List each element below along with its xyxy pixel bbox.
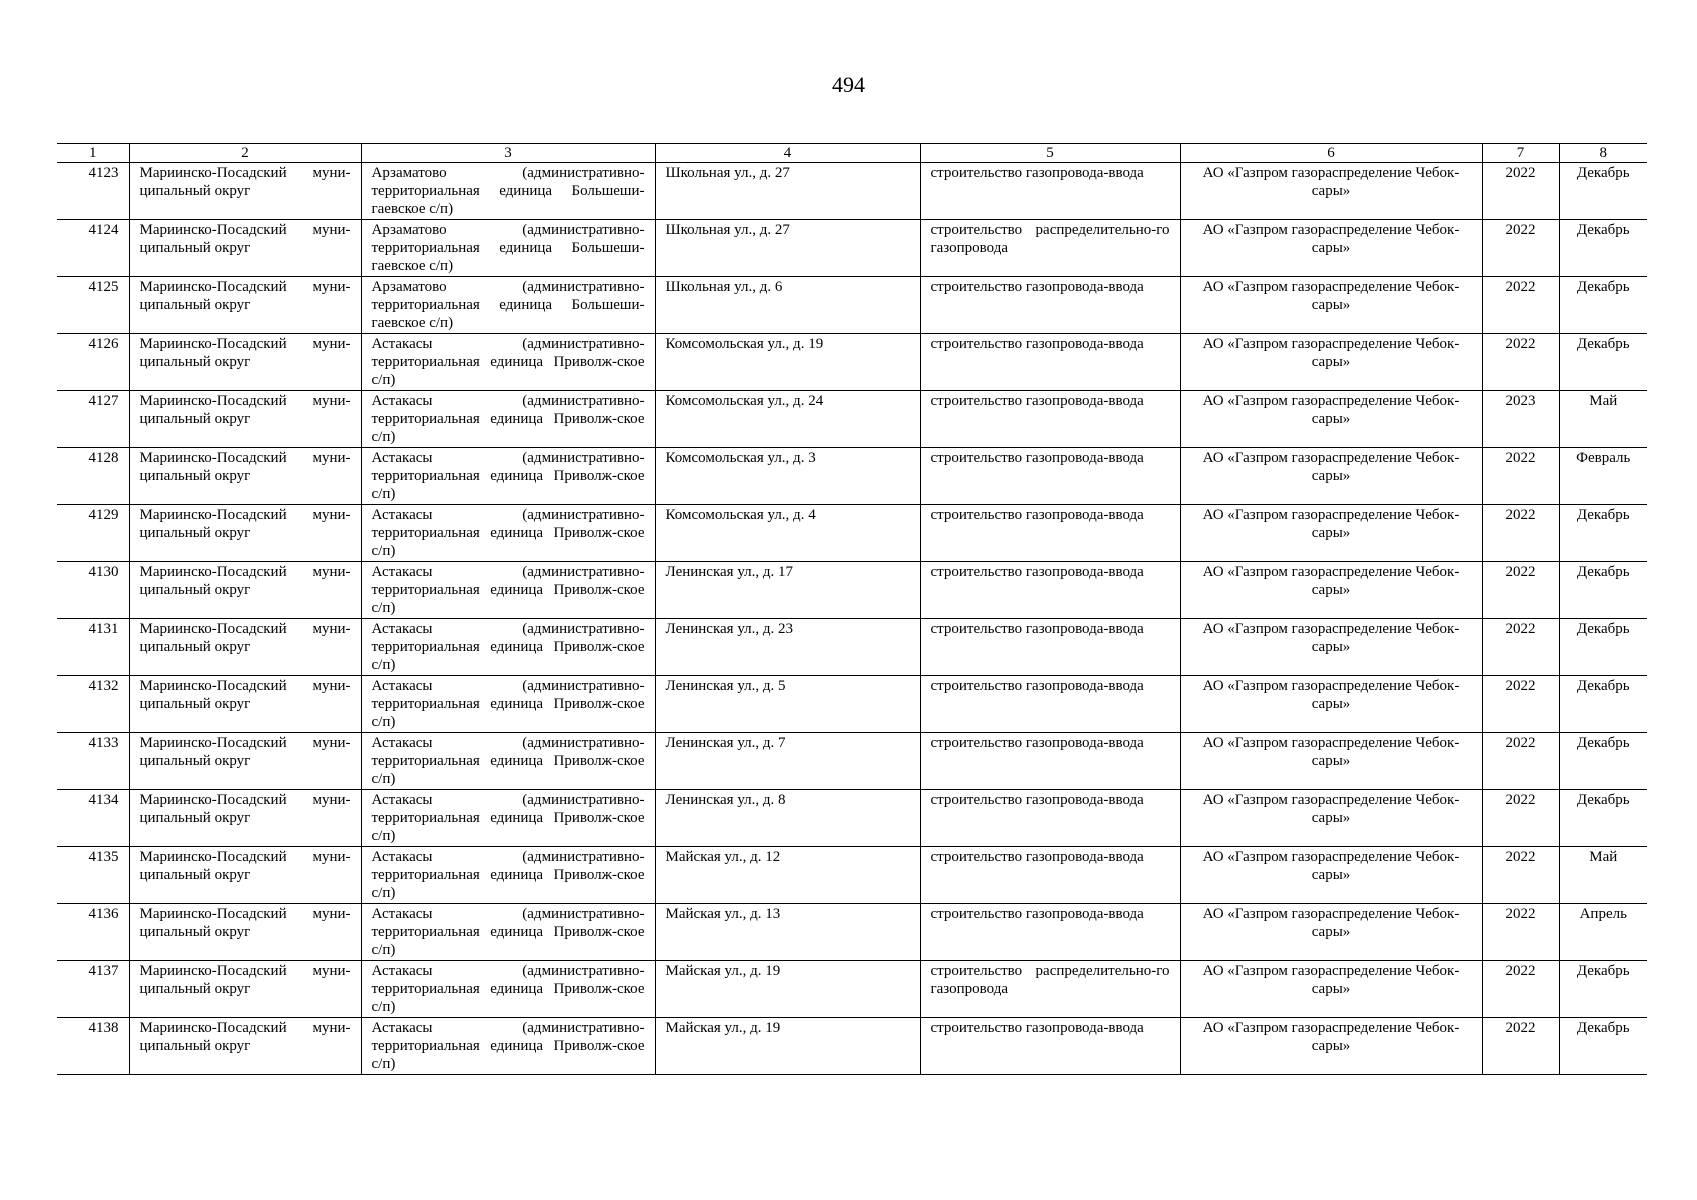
municipality-cell: Мариинско-Посадский муни-ципальный округ <box>129 847 361 904</box>
address-cell: Ленинская ул., д. 5 <box>655 676 920 733</box>
row-number: 4128 <box>57 448 129 505</box>
address-cell: Школьная ул., д. 27 <box>655 163 920 220</box>
month-cell: Декабрь <box>1559 790 1647 847</box>
organization-cell: АО «Газпром газораспределение Чебок-сары» <box>1180 277 1482 334</box>
row-number: 4133 <box>57 733 129 790</box>
work-type-cell: строительство газопровода-ввода <box>920 562 1180 619</box>
organization-cell: АО «Газпром газораспределение Чебок-сары» <box>1180 676 1482 733</box>
table-row <box>57 448 1647 505</box>
column-header: 5 <box>920 144 1180 163</box>
row-number: 4123 <box>57 163 129 220</box>
year-cell: 2022 <box>1482 163 1559 220</box>
table-row <box>57 163 1647 220</box>
table-row <box>57 391 1647 448</box>
column-number-row <box>57 144 1647 163</box>
locality-cell: Астакасы (административно-территориальная единица Приволж-ское с/п) <box>361 391 655 448</box>
organization-cell: АО «Газпром газораспределение Чебок-сары» <box>1180 562 1482 619</box>
year-cell: 2022 <box>1482 448 1559 505</box>
address-cell: Ленинская ул., д. 8 <box>655 790 920 847</box>
organization-cell: АО «Газпром газораспределение Чебок-сары» <box>1180 1018 1482 1075</box>
locality-cell: Астакасы (административно-территориальная единица Приволж-ское с/п) <box>361 961 655 1018</box>
column-header: 6 <box>1180 144 1482 163</box>
row-number: 4129 <box>57 505 129 562</box>
address-cell: Школьная ул., д. 27 <box>655 220 920 277</box>
month-cell: Декабрь <box>1559 163 1647 220</box>
work-type-cell: строительство распределительно-го газопровода <box>920 961 1180 1018</box>
year-cell: 2022 <box>1482 619 1559 676</box>
address-cell: Ленинская ул., д. 7 <box>655 733 920 790</box>
column-header: 1 <box>57 144 129 163</box>
municipality-cell: Мариинско-Посадский муни-ципальный округ <box>129 619 361 676</box>
locality-cell: Астакасы (административно-территориальная единица Приволж-ское с/п) <box>361 847 655 904</box>
row-number: 4124 <box>57 220 129 277</box>
locality-cell: Астакасы (административно-территориальная единица Приволж-ское с/п) <box>361 1018 655 1075</box>
municipality-cell: Мариинско-Посадский муни-ципальный округ <box>129 676 361 733</box>
row-number: 4138 <box>57 1018 129 1075</box>
row-number: 4125 <box>57 277 129 334</box>
municipality-cell: Мариинско-Посадский муни-ципальный округ <box>129 562 361 619</box>
organization-cell: АО «Газпром газораспределение Чебок-сары» <box>1180 961 1482 1018</box>
locality-cell: Астакасы (административно-территориальная единица Приволж-ское с/п) <box>361 619 655 676</box>
row-number: 4136 <box>57 904 129 961</box>
table-row <box>57 733 1647 790</box>
organization-cell: АО «Газпром газораспределение Чебок-сары» <box>1180 619 1482 676</box>
address-cell: Майская ул., д. 19 <box>655 961 920 1018</box>
year-cell: 2022 <box>1482 505 1559 562</box>
row-number: 4132 <box>57 676 129 733</box>
column-header: 2 <box>129 144 361 163</box>
month-cell: Апрель <box>1559 904 1647 961</box>
month-cell: Декабрь <box>1559 220 1647 277</box>
organization-cell: АО «Газпром газораспределение Чебок-сары» <box>1180 847 1482 904</box>
table-row <box>57 847 1647 904</box>
table-row <box>57 562 1647 619</box>
row-number: 4130 <box>57 562 129 619</box>
year-cell: 2022 <box>1482 961 1559 1018</box>
address-cell: Майская ул., д. 19 <box>655 1018 920 1075</box>
table-row <box>57 619 1647 676</box>
address-cell: Школьная ул., д. 6 <box>655 277 920 334</box>
month-cell: Май <box>1559 847 1647 904</box>
table-row <box>57 505 1647 562</box>
work-type-cell: строительство газопровода-ввода <box>920 448 1180 505</box>
municipality-cell: Мариинско-Посадский муни-ципальный округ <box>129 505 361 562</box>
month-cell: Декабрь <box>1559 505 1647 562</box>
work-type-cell: строительство газопровода-ввода <box>920 1018 1180 1075</box>
organization-cell: АО «Газпром газораспределение Чебок-сары» <box>1180 505 1482 562</box>
page-number: 494 <box>832 72 865 97</box>
address-cell: Ленинская ул., д. 23 <box>655 619 920 676</box>
municipality-cell: Мариинско-Посадский муни-ципальный округ <box>129 277 361 334</box>
work-type-cell: строительство газопровода-ввода <box>920 790 1180 847</box>
locality-cell: Астакасы (административно-территориальная единица Приволж-ское с/п) <box>361 562 655 619</box>
work-type-cell: строительство газопровода-ввода <box>920 505 1180 562</box>
municipality-cell: Мариинско-Посадский муни-ципальный округ <box>129 961 361 1018</box>
month-cell: Декабрь <box>1559 562 1647 619</box>
table-row <box>57 334 1647 391</box>
table-row <box>57 961 1647 1018</box>
year-cell: 2023 <box>1482 391 1559 448</box>
locality-cell: Астакасы (административно-территориальная единица Приволж-ское с/п) <box>361 790 655 847</box>
address-cell: Майская ул., д. 13 <box>655 904 920 961</box>
month-cell: Декабрь <box>1559 961 1647 1018</box>
table-row <box>57 1018 1647 1075</box>
locality-cell: Астакасы (административно-территориальная единица Приволж-ское с/п) <box>361 904 655 961</box>
row-number: 4135 <box>57 847 129 904</box>
organization-cell: АО «Газпром газораспределение Чебок-сары» <box>1180 790 1482 847</box>
table-row <box>57 277 1647 334</box>
year-cell: 2022 <box>1482 277 1559 334</box>
organization-cell: АО «Газпром газораспределение Чебок-сары» <box>1180 733 1482 790</box>
municipality-cell: Мариинско-Посадский муни-ципальный округ <box>129 220 361 277</box>
row-number: 4134 <box>57 790 129 847</box>
table-row <box>57 904 1647 961</box>
address-cell: Ленинская ул., д. 17 <box>655 562 920 619</box>
table-row <box>57 790 1647 847</box>
month-cell: Декабрь <box>1559 277 1647 334</box>
organization-cell: АО «Газпром газораспределение Чебок-сары» <box>1180 391 1482 448</box>
municipality-cell: Мариинско-Посадский муни-ципальный округ <box>129 391 361 448</box>
year-cell: 2022 <box>1482 334 1559 391</box>
table-body <box>57 163 1647 1075</box>
work-type-cell: строительство газопровода-ввода <box>920 676 1180 733</box>
month-cell: Май <box>1559 391 1647 448</box>
column-header: 7 <box>1482 144 1559 163</box>
year-cell: 2022 <box>1482 904 1559 961</box>
work-type-cell: строительство газопровода-ввода <box>920 733 1180 790</box>
work-type-cell: строительство газопровода-ввода <box>920 391 1180 448</box>
locality-cell: Астакасы (административно-территориальная единица Приволж-ское с/п) <box>361 334 655 391</box>
organization-cell: АО «Газпром газораспределение Чебок-сары» <box>1180 448 1482 505</box>
locality-cell: Арзаматово (административно-территориальная единица Большеши-гаевское с/п) <box>361 220 655 277</box>
locality-cell: Арзаматово (административно-территориальная единица Большеши-гаевское с/п) <box>361 277 655 334</box>
municipality-cell: Мариинско-Посадский муни-ципальный округ <box>129 334 361 391</box>
municipality-cell: Мариинско-Посадский муни-ципальный округ <box>129 904 361 961</box>
address-cell: Комсомольская ул., д. 4 <box>655 505 920 562</box>
month-cell: Декабрь <box>1559 619 1647 676</box>
municipality-cell: Мариинско-Посадский муни-ципальный округ <box>129 163 361 220</box>
row-number: 4137 <box>57 961 129 1018</box>
year-cell: 2022 <box>1482 676 1559 733</box>
row-number: 4127 <box>57 391 129 448</box>
locality-cell: Арзаматово (административно-территориальная единица Большеши-гаевское с/п) <box>361 163 655 220</box>
year-cell: 2022 <box>1482 790 1559 847</box>
column-header: 4 <box>655 144 920 163</box>
gasification-table <box>57 143 1647 1075</box>
locality-cell: Астакасы (административно-территориальная единица Приволж-ское с/п) <box>361 448 655 505</box>
month-cell: Февраль <box>1559 448 1647 505</box>
work-type-cell: строительство газопровода-ввода <box>920 847 1180 904</box>
month-cell: Декабрь <box>1559 1018 1647 1075</box>
municipality-cell: Мариинско-Посадский муни-ципальный округ <box>129 790 361 847</box>
municipality-cell: Мариинско-Посадский муни-ципальный округ <box>129 1018 361 1075</box>
address-cell: Майская ул., д. 12 <box>655 847 920 904</box>
municipality-cell: Мариинско-Посадский муни-ципальный округ <box>129 448 361 505</box>
organization-cell: АО «Газпром газораспределение Чебок-сары» <box>1180 904 1482 961</box>
municipality-cell: Мариинско-Посадский муни-ципальный округ <box>129 733 361 790</box>
address-cell: Комсомольская ул., д. 19 <box>655 334 920 391</box>
column-header: 3 <box>361 144 655 163</box>
month-cell: Декабрь <box>1559 334 1647 391</box>
work-type-cell: строительство газопровода-ввода <box>920 619 1180 676</box>
year-cell: 2022 <box>1482 733 1559 790</box>
year-cell: 2022 <box>1482 847 1559 904</box>
year-cell: 2022 <box>1482 562 1559 619</box>
work-type-cell: строительство распределительно-го газопровода <box>920 220 1180 277</box>
table-row <box>57 676 1647 733</box>
table-row <box>57 220 1647 277</box>
year-cell: 2022 <box>1482 220 1559 277</box>
row-number: 4131 <box>57 619 129 676</box>
organization-cell: АО «Газпром газораспределение Чебок-сары» <box>1180 334 1482 391</box>
month-cell: Декабрь <box>1559 676 1647 733</box>
row-number: 4126 <box>57 334 129 391</box>
locality-cell: Астакасы (административно-территориальная единица Приволж-ское с/п) <box>361 676 655 733</box>
locality-cell: Астакасы (административно-территориальная единица Приволж-ское с/п) <box>361 733 655 790</box>
column-header: 8 <box>1559 144 1647 163</box>
locality-cell: Астакасы (административно-территориальная единица Приволж-ское с/п) <box>361 505 655 562</box>
address-cell: Комсомольская ул., д. 3 <box>655 448 920 505</box>
work-type-cell: строительство газопровода-ввода <box>920 163 1180 220</box>
work-type-cell: строительство газопровода-ввода <box>920 334 1180 391</box>
work-type-cell: строительство газопровода-ввода <box>920 904 1180 961</box>
year-cell: 2022 <box>1482 1018 1559 1075</box>
organization-cell: АО «Газпром газораспределение Чебок-сары» <box>1180 220 1482 277</box>
organization-cell: АО «Газпром газораспределение Чебок-сары» <box>1180 163 1482 220</box>
month-cell: Декабрь <box>1559 733 1647 790</box>
work-type-cell: строительство газопровода-ввода <box>920 277 1180 334</box>
address-cell: Комсомольская ул., д. 24 <box>655 391 920 448</box>
